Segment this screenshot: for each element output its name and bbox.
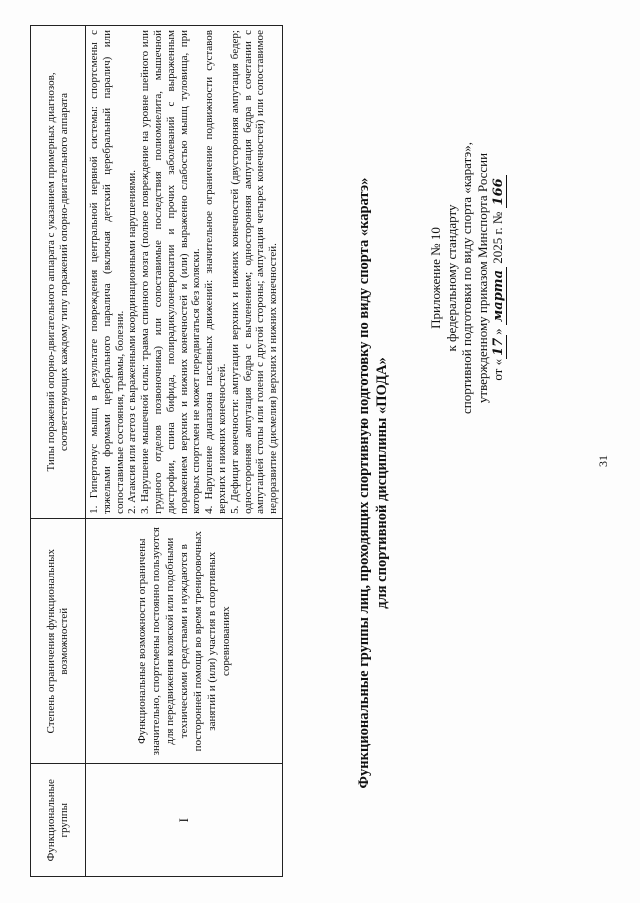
handwritten-number: 166 [491,175,507,208]
impairment-types-cell [86,26,283,519]
table-header-row [31,26,86,877]
table-row [86,26,283,877]
appendix-date-line: от «17» марта 2025 г. № 166 [490,93,507,463]
limitation-description-cell: Функциональные возможности ограничены значительно, спортсмены постоянно пользуются для передвижения коляской или подобными техническими средствами и нуждаются в посторонней помощи во время тренировочных занятий и (или) участия в спортивных соревнованиях [86,518,283,764]
impairment-type-item: 5. Дефицит конечности: ампутации верхних и нижних конечностей (двусторонняя ампутация бедер; односторонняя ампутация бедра с вычленением; односторонняя ампутация бедра в сочетании с ампутацией стопы или голени с другой стороны; ампутация четырех конечностей) или сопоставимое недоразвитие (дисмелия) верхних и нижних конечностей. [228,30,280,514]
appendix-line-1: Приложение № 10 [428,227,443,329]
appendix-line-2: к федеральному стандарту [443,204,459,352]
appendix-line-3: спортивной подготовки по виду спорта «каратэ», [459,142,474,414]
page-number: 31 [596,455,610,467]
header-limitation-degree: Степень ограничения функциональных возможностей [31,518,86,764]
header-impairment-types: Типы поражений опорно-двигательного аппарата с указанием примерных диагнозов, соответствующих каждому типу поражений опорно-двигательного аппарата [31,26,86,519]
handwritten-month: марта [491,267,507,325]
title-line-1: Функциональные группы лиц, проходящих спортивную подготовку по виду спорта «каратэ» [356,177,372,789]
appendix-header [428,93,507,463]
impairment-type-item: 2. Атаксия или атетоз с выраженными координационными нарушениями. [126,169,139,514]
impairment-type-item: 1. Гипертонус мышц в результате повреждения центральной нервной системы: спортсмены с тяжелыми формами церебрального паралича (включая детский церебральный паралич) или сопоставимые состояния, травмы, болезни. [88,30,126,514]
impairment-type-item: 4. Нарушение диапазона пассивных движений: значительное ограничение подвижности суставов верхних и нижних конечностей. [203,30,228,514]
handwritten-day: 17 [491,335,507,359]
header-groups: Функциональные группы [31,764,86,877]
title-line-2: для спортивной дисциплины «ПОДА» [374,357,390,609]
appendix-line-4: утвержденному приказом Минспорта России [474,152,490,404]
document-title [355,103,391,863]
functional-groups-table [30,25,283,877]
impairment-type-item: 3. Нарушение мышечной силы: травма спинного мозга (полное повреждение на уровне шейного или грудного отделов позвоночника) или сопоставимые последствия полиомиелита, мышечной дистрофии, спина бифида, полирадикулоневропатии и прочих заболеваний с выраженным поражением верхних и нижних конечностей и (или) выраженно слабостью мышц туловища, при которых спортсмен не может передвигаться без коляски. [139,30,203,514]
group-cell: I [86,764,283,877]
